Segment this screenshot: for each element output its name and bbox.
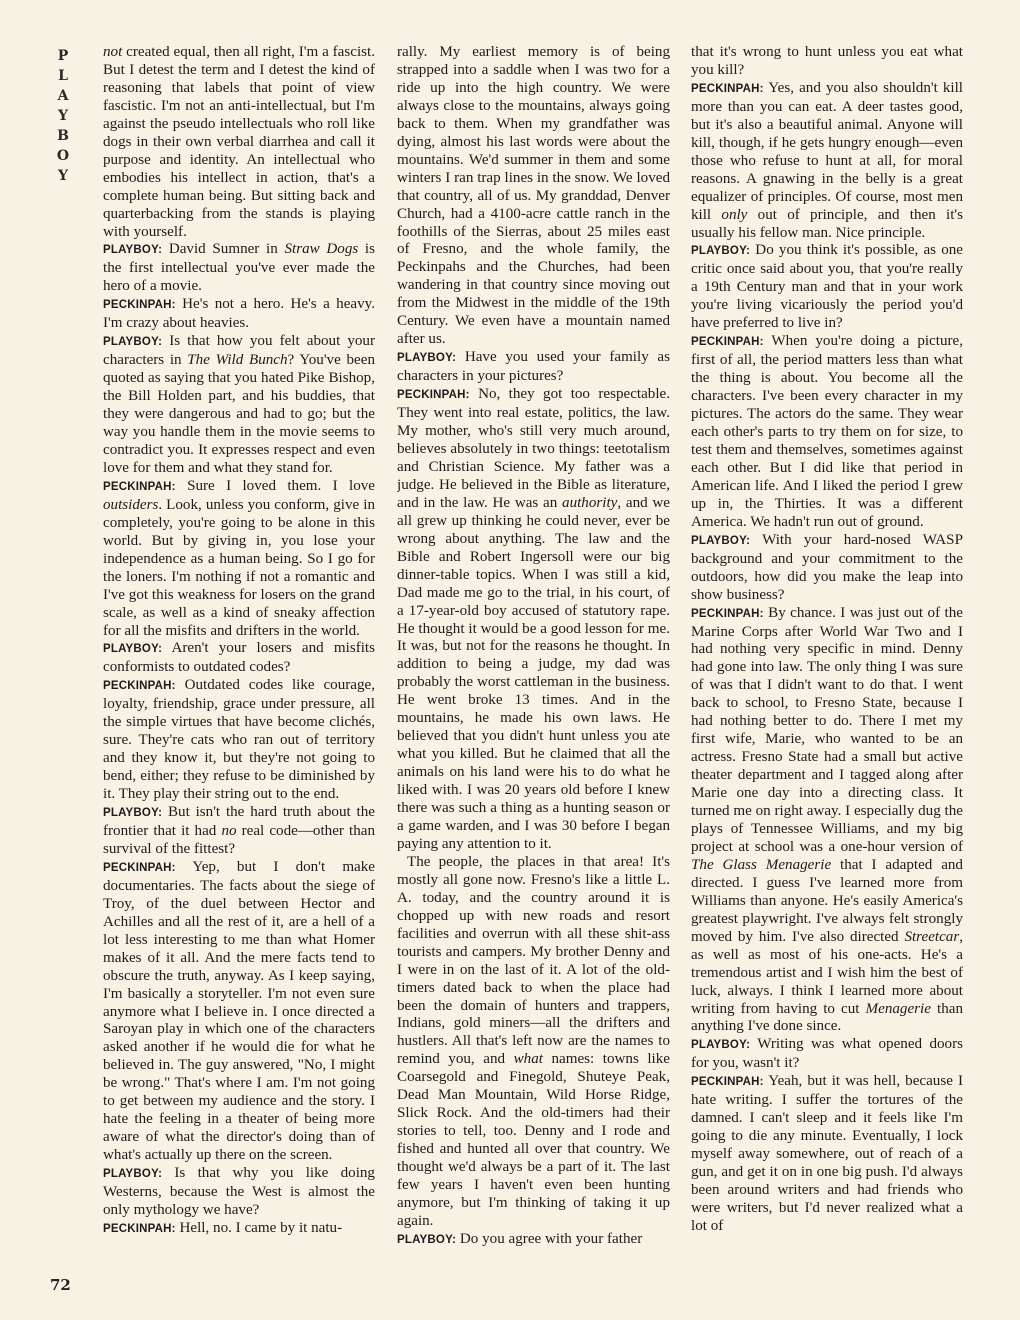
paragraph [691,1073,963,1236]
logo-letter: L [58,68,68,84]
paragraph [691,44,963,80]
paragraph-text: By chance. I was just out of the Marine Corps after World War Two and I had nothing very specific in mind. Denny had gone into law. The only thing I was sure of was that I didn't want to do that. I went back to school, to Fresno State, because I had nothing better to do. There I met my first wife, Marie, who wanted to be an actress. Fresno State had a small but active theater department and I tagged along after Marie one day into a directing class. It turned me on right away. I especially dug the plays of Tennessee Williams, and my big project at school was a one-hour version of The Glass Menagerie that I adapted and directed. I guess I've learned more from Williams than anyone. He's easily America's greatest playwright. I've always felt strongly moved by him. I've also directed Streetcar, as well as most of his one-acts. He's a tremendous artist and I wish him the best of luck, always. I think I learned more about writing from having to cut Menagerie than anything I've done since. [691,604,963,1035]
speaker-label: PLAYBOY: [397,352,457,365]
paragraph [103,804,375,859]
text-column-3 [691,44,963,1294]
paragraph [103,1165,375,1220]
text-column-1 [103,44,375,1294]
speaker-label: PECKINPAH: [691,1076,764,1089]
paragraph [397,349,670,386]
paragraph-text: rally. My earliest memory is of being strapped into a saddle when I was two for a ride up into the high country. We were always close to the mountains, always going back to them. When my grandfather was dying, almost his last words were about the mountains. We'd summer in them and some winters I ran trap lines in the snow. We loved that country, all of us. My granddad, Denver Church, had a 4100-acre cattle ranch in the foothills of the Sierras, about 25 miles east of Fresno, and the whole family, the Peckinpahs and the Churches, had been wandering in that country since moving out from the Midwest in the middle of the 19th Century. We even have a mountain named after us. [397,44,670,348]
paragraph [103,859,375,1165]
paragraph [691,333,963,531]
paragraph [103,296,375,333]
speaker-label: PLAYBOY: [103,244,163,257]
paragraph-text: Yes, and you also shouldn't kill more than you can eat. A deer tastes good, but it's also a beautiful animal. Anyone will kill, though, if he gets hungry enough—even those who refuse to hunt at all, for moral reasons. A gnawing in the belly is a great equalizer of principles. Of course, most men kill only out of principle, and then it's usually his fellow man. Nice principle. [691,79,963,241]
paragraph [103,333,375,478]
paragraph-text: Is that how you felt about your characters in The Wild Bunch? You've been quoted as saying that you hated Pike Bishop, the Bill Holden part, and his buddies, that they were dangerous and had to go; but the way you handle them in the movie seems to contradict you. It expresses respect and even love for them and what they stand for. [103,333,375,476]
logo-letter: B [57,128,69,144]
speaker-label: PECKINPAH: [691,82,764,95]
logo-letter: O [56,148,70,164]
paragraph-text: Do you think it's possible, as one critic once said about you, that you're really a 19th Century man and that in your work you're living vicariously the period you'd have preferred to live in? [691,242,963,332]
paragraph [103,640,375,677]
paragraph [103,478,375,641]
speaker-label: PLAYBOY: [103,643,163,656]
paragraph [691,242,963,333]
speaker-label: PLAYBOY: [397,1233,457,1246]
paragraph-text: He's not a hero. He's a heavy. I'm crazy about heavies. [103,296,375,332]
paragraph [691,1036,963,1073]
text-column-2 [397,44,670,1294]
speaker-label: PLAYBOY: [691,534,751,547]
speaker-label: PLAYBOY: [691,245,751,258]
paragraph [691,80,963,243]
speaker-label: PLAYBOY: [103,336,163,349]
logo-letter: Y [58,168,68,184]
paragraph-text: But isn't the hard truth about the frontier that it had no real code—other than survival of the fittest? [103,804,375,857]
logo-letter: P [57,48,69,64]
paragraph [103,44,375,241]
paragraph [397,854,670,1231]
speaker-label: PECKINPAH: [103,480,176,493]
speaker-label: PLAYBOY: [691,1039,751,1052]
paragraph-text: that it's wrong to hunt unless you eat what you kill? [691,44,963,78]
paragraph-text: Yep, but I don't make documentaries. The facts about the siege of Troy, of the duel between Hector and Achilles and all the rest of it, are a hell of a lot less interesting to me than what Homer makes of it all. And the mere facts tend to obscure the truth, anyway. As I keep saying, I'm basically a storyteller. I'm not even sure anymore what I believe in. I once directed a Saroyan play in which one of the characters asked another if he would die for what he believed in. The guy answered, "No, I might be wrong." That's where I am. I'm not going to get between my audience and the story. I hate the feeling in a theater of being more aware of what the director's doing than of what's actually up there on the screen. [103,858,375,1164]
speaker-label: PECKINPAH: [397,389,470,402]
paragraph-text: When you're doing a picture, first of all, the period matters less than what the thing is about. You become all the characters. I've been every character in my pictures. The actors do the same. They wear each other's parts to try them on for size, to test them and themselves, sometimes against each other. But I did like that period in American life. And I liked the period I grew up in, the Thirties. It was a different America. We hadn't run out of ground. [691,333,963,530]
paragraph-text: Is that why you like doing Westerns, because the West is almost the only mythology we have? [103,1165,375,1218]
speaker-label: PECKINPAH: [103,680,176,693]
speaker-label: PECKINPAH: [691,336,764,349]
paragraph [397,386,670,854]
paragraph [397,1231,670,1250]
paragraph-text: not created equal, then all right, I'm a fascist. But I detest the term and I detest the kind of reasoning that labels that point of view fascistic. I'm not an anti-intellectual, but I'm against the pseudo intellectuals who roll like dogs in their own verbal diarrhea and call it purpose and identity. An intellectual who embodies his intellect in action, that's a complete human being. But sitting back and quarterbacking from the stands is playing with yourself. [103,44,375,240]
speaker-label: PLAYBOY: [103,1168,163,1181]
paragraph-text: The people, the places in that area! It's mostly all gone now. Fresno's like a little L. A. today, and the country around it is chopped up with new roads and resort facilities and overrun with all these shit-ass tourists and campers. My brother Denny and I were in on the last of it. A lot of the old-timers dated back to when the place had been the domain of hunters and trappers, Indians, gold miners—all the drifters and hustlers. All that's left now are the names to remind you, and what names: towns like Coarsegold and Finegold, Shuteye Peak, Dead Man Mountain, Wild Horse Ridge, Slick Rock. And the old-timers had their stories to tell, too. Denny and I rode and fished and hunted all over that country. We thought we'd always be a part of it. The last few years I haven't even been hunting anymore, but I'm thinking of taking it up again. [397,853,670,1229]
logo-letter: A [57,88,69,104]
speaker-label: PLAYBOY: [103,807,163,820]
paragraph-text: With your hard-nosed WASP background and your commitment to the outdoors, how did you make the leap into show business? [691,531,963,603]
paragraph-text: Have you used your family as characters in your pictures? [397,349,670,385]
paragraph [103,1220,375,1239]
logo-letter: Y [58,108,68,124]
paragraph-text: David Sumner in Straw Dogs is the first intellectual you've ever made the hero of a movie. [103,241,375,295]
paragraph [397,44,670,349]
paragraph-text: Outdated codes like courage, loyalty, friendship, grace under pressure, all the simple virtues that have become clichés, sure. They're cats who ran out of territory and they know it, but they're not going to bend, either; they refuse to be diminished by it. They play their string out to the end. [103,677,375,803]
paragraph-text: Sure I loved them. I love outsiders. Look, unless you conform, give in completely, you're going to be alone in this world. But by giving in, you lose your independence as a human being. So I go for the loners. I'm nothing if not a romantic and I've got this weakness for losers on the grand scale, as well as a kind of sneaky affection for all the misfits and drifters in the world. [103,477,375,639]
paragraph [691,605,963,1037]
paragraph-text: Do you agree with your father [459,1230,643,1247]
speaker-label: PECKINPAH: [103,299,176,312]
paragraph-text: Hell, no. I came by it natu- [179,1219,343,1236]
paragraph-text: No, they got too respectable. They went into real estate, politics, the law. My mother, who's still very much around, believes absolutely in two things: teetotalism and Christian Science. My father was a judge. He believed in the Bible as literature, and in the law. He was an authority, and we all grew up thinking he could never, ever be wrong about anything. The law and the Bible and Robert Ingersoll were our big dinner-table topics. When I was still a kid, Dad made me go to the trial, in his court, of a 17-year-old boy accused of statutory rape. He thought it would be a good lesson for me. It was, but not for the reasons he thought. In addition to being a judge, my dad was probably the worst cattleman in the business. He went broke 13 times. And in the mountains, he made his own laws. He believed that you didn't hunt unless you ate what you killed. But he claimed that all the animals on his land were his to do what he liked with. I was 20 years old before I knew there was such a thing as a hunting season or a game warden, and I was 30 before I began paying any attention to it. [397,386,670,852]
paragraph [691,532,963,605]
speaker-label: PECKINPAH: [103,1222,176,1235]
paragraph [103,677,375,804]
paragraph-text: Yeah, but it was hell, because I hate writing. I suffer the tortures of the damned. I can't sleep and it feels like I'm going to die any minute. Eventually, I lock myself away somewhere, out of reach of a gun, and get it on in one big push. I'd always been around writers and had friends who were writers, but I'd never realized what a lot of [691,1073,963,1234]
speaker-label: PECKINPAH: [103,861,176,874]
paragraph [103,241,375,296]
paragraph-text: Aren't your losers and misfits conformists to outdated codes? [103,640,375,676]
page-number: 72 [50,1276,71,1294]
magazine-logo-vertical [52,46,74,186]
speaker-label: PECKINPAH: [691,607,764,620]
paragraph-text: Writing was what opened doors for you, wasn't it? [691,1036,963,1072]
